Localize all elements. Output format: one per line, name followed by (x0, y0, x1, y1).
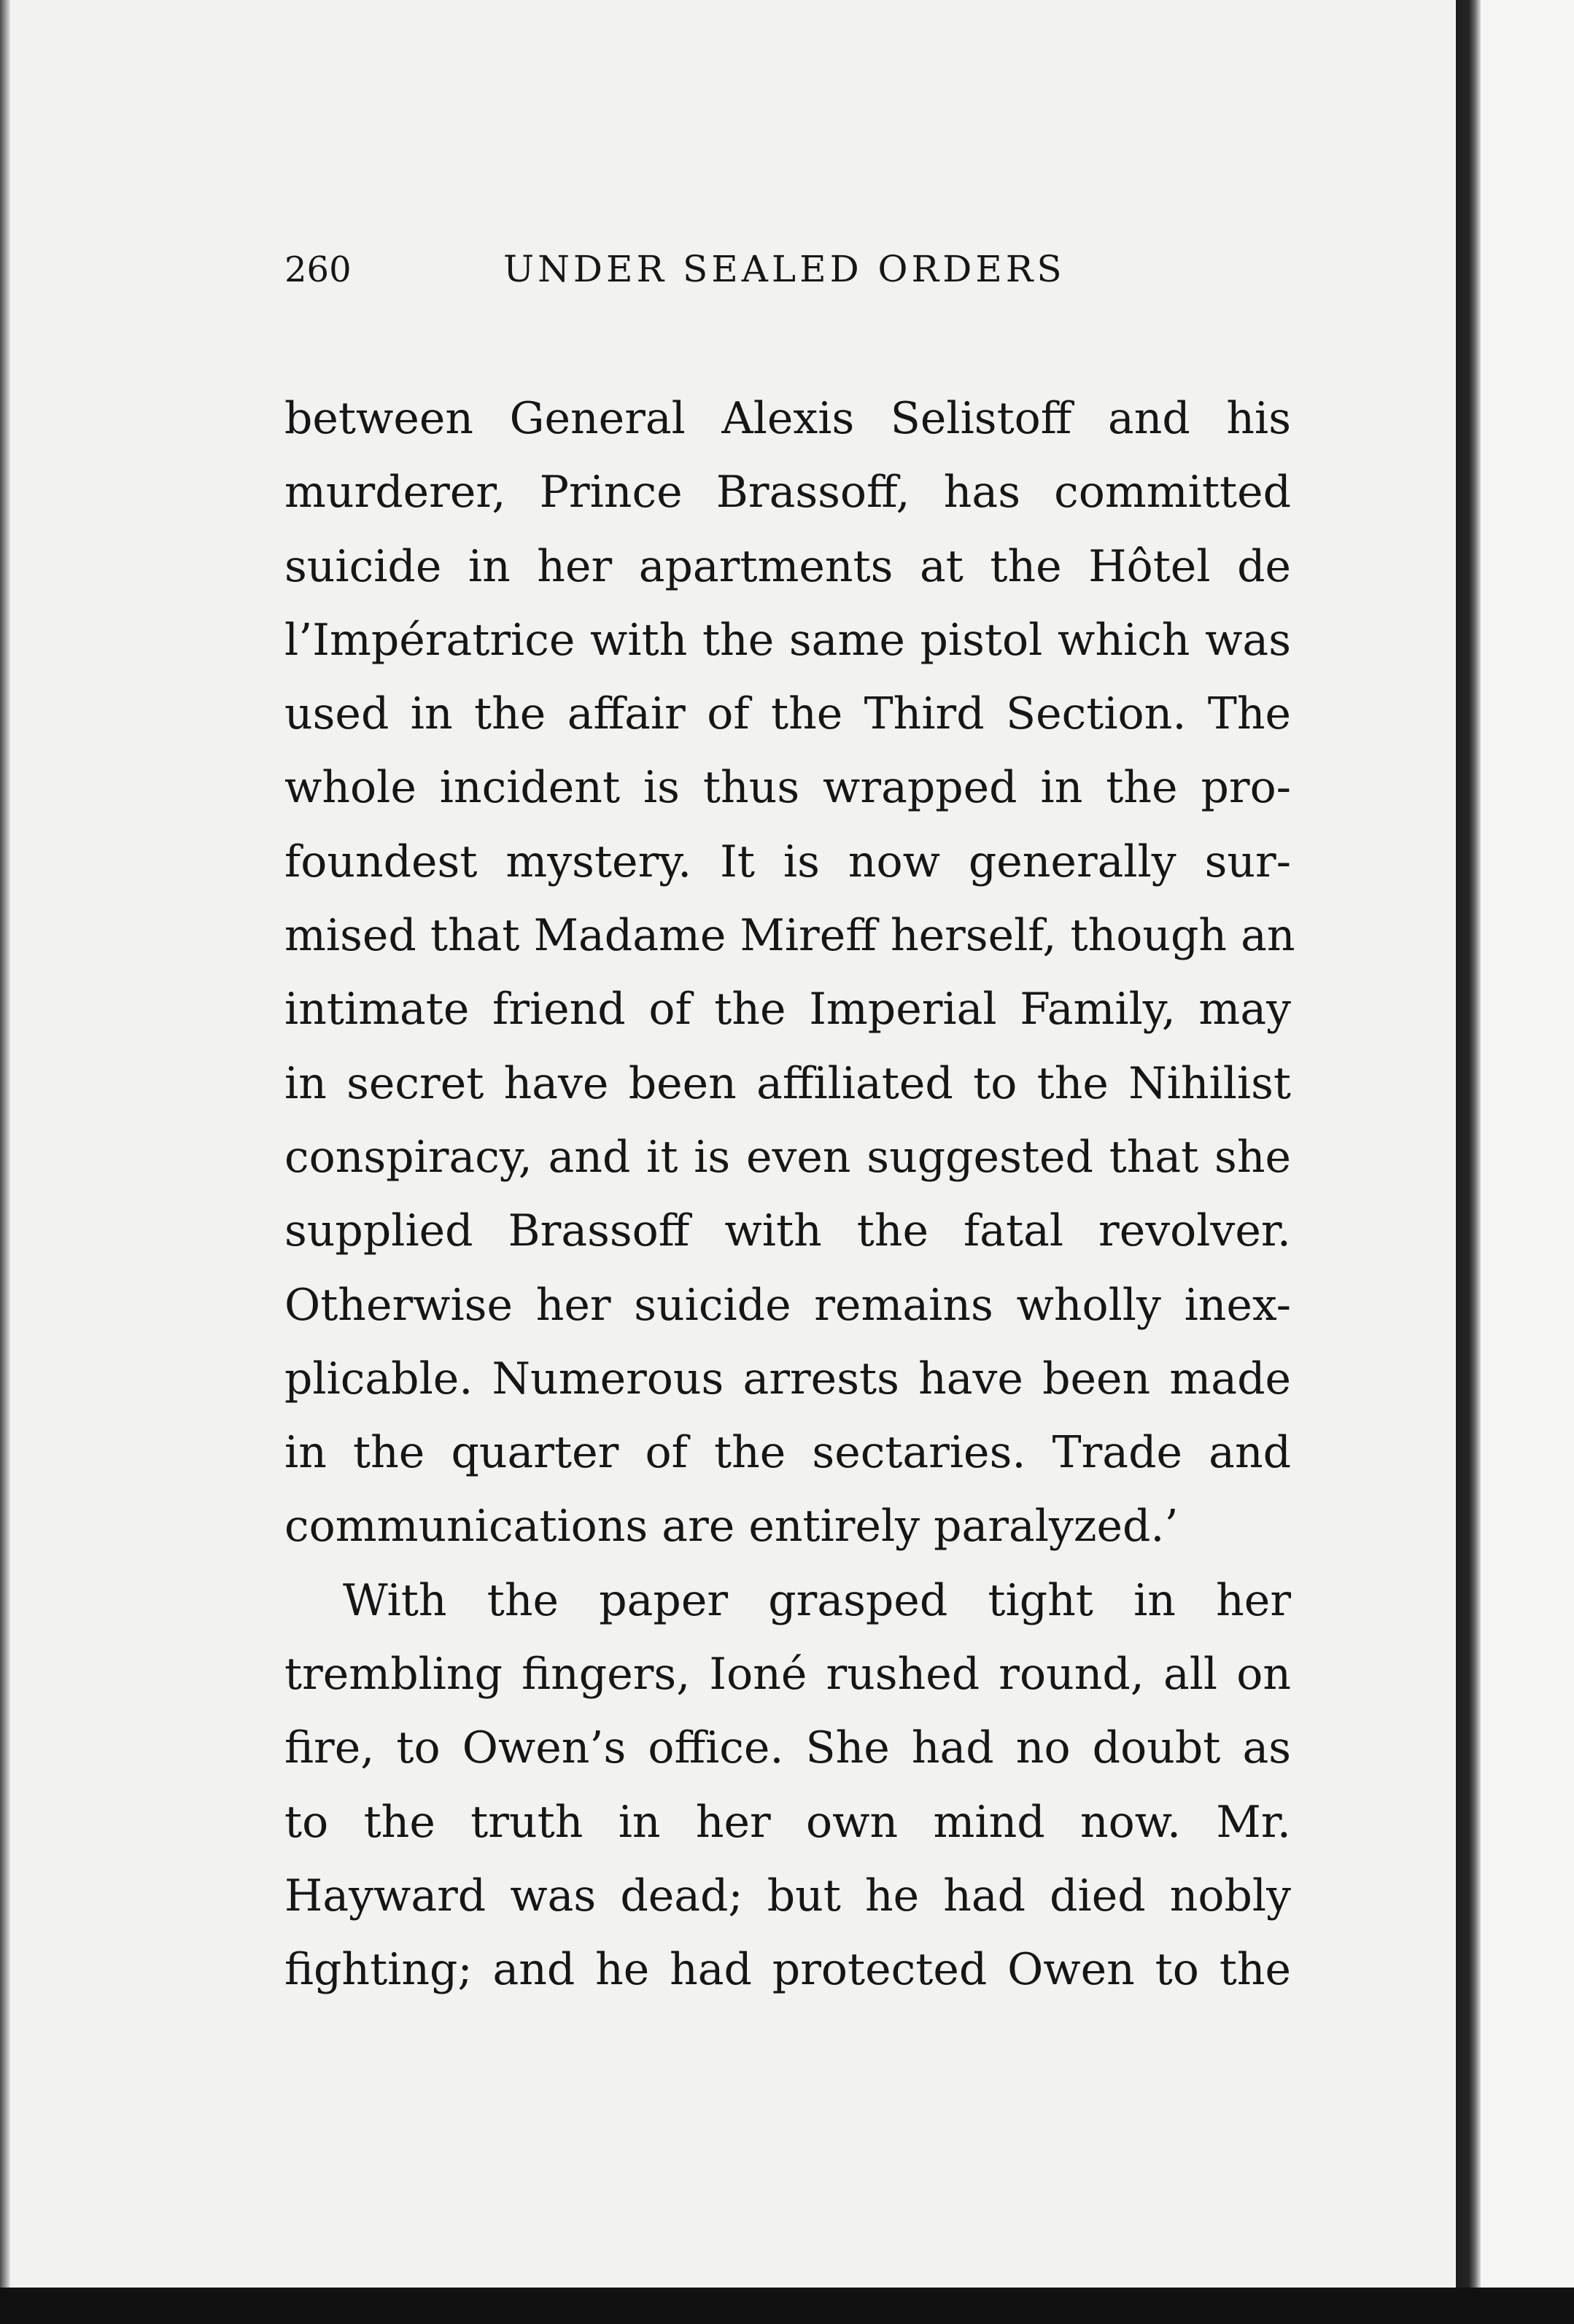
text-line: suicide in her apartments at the Hôtel de (284, 540, 1291, 592)
page-number: 260 (284, 249, 352, 290)
text-line: between General Alexis Selistoff and his (284, 393, 1291, 444)
text-line: supplied Brassoff with the fatal revolver. (284, 1205, 1291, 1257)
text-line: fire, to Owen’s office. She had no doubt as (284, 1722, 1291, 1774)
text-line: whole incident is thus wrapped in the pro- (284, 762, 1291, 814)
text-line: plicable. Numerous arrests have been made (284, 1353, 1291, 1404)
text-line: mised that Madame Mireff herself, though an (284, 910, 1295, 962)
running-title: UNDER SEALED ORDERS (503, 248, 1066, 290)
text-line: used in the affair of the Third Section. The (284, 688, 1291, 740)
text-line: Otherwise her suicide remains wholly inex- (284, 1279, 1291, 1331)
text-line: murderer, Prince Brassoff, has committed (284, 467, 1291, 518)
text-line: foundest mystery. It is now generally sur- (284, 836, 1291, 887)
text-line: trembling fingers, Ioné rushed round, all on (284, 1649, 1291, 1701)
page-left-edge (0, 0, 10, 2324)
text-line: fighting; and he had protected Owen to the (284, 1944, 1291, 1996)
page-text-block (284, 248, 1295, 2008)
text-line: Hayward was dead; but he had died nobly (284, 1870, 1291, 1921)
paragraph-start-line: With the paper grasped tight in her (343, 1574, 1291, 1626)
text-line: intimate friend of the Imperial Family, may (284, 984, 1291, 1035)
body-text (284, 382, 1295, 2008)
text-line: to the truth in her own mind now. Mr. (284, 1796, 1291, 1848)
text-line: conspiracy, and it is even suggested that she (284, 1131, 1291, 1183)
scan-bottom-edge (0, 2288, 1574, 2324)
running-head (284, 248, 1291, 306)
paragraph-end-line: communications are entirely paralyzed.’ (284, 1501, 1179, 1552)
gutter-shadow (1456, 0, 1481, 2324)
text-line: in the quarter of the sectaries. Trade and (284, 1427, 1291, 1479)
text-line: in secret have been affiliated to the Nihilist (284, 1057, 1291, 1109)
text-line: l’Impératrice with the same pistol which was (284, 614, 1291, 666)
